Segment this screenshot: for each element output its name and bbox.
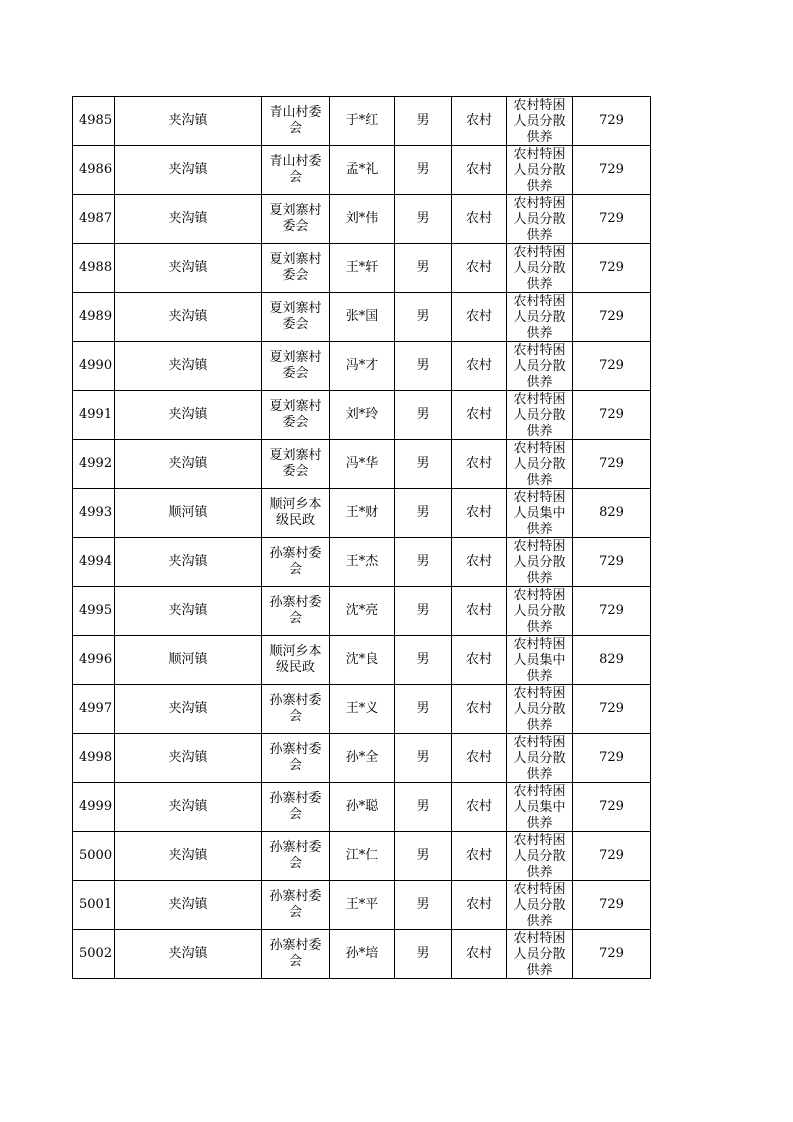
amount-cell: 729: [573, 146, 651, 195]
support-type-cell-text: 农村特困人员分散供养: [513, 440, 566, 488]
amount-cell: 729: [573, 881, 651, 930]
table-row: [73, 587, 651, 636]
village-cell: [262, 293, 330, 342]
record-id-cell: 4993: [73, 489, 115, 538]
village-cell: [262, 440, 330, 489]
gender-cell: 男: [395, 391, 452, 440]
table-row: [73, 636, 651, 685]
town-cell: 夹沟镇: [115, 293, 262, 342]
record-id-cell: 5002: [73, 930, 115, 979]
town-cell: 夹沟镇: [115, 783, 262, 832]
amount-cell: 729: [573, 244, 651, 293]
support-type-cell: [507, 244, 573, 293]
area-cell: 农村: [452, 930, 507, 979]
gender-cell: 男: [395, 832, 452, 881]
amount-cell: 729: [573, 440, 651, 489]
table-row: [73, 783, 651, 832]
village-cell-text: 孙寨村委会: [269, 693, 322, 724]
amount-cell: 729: [573, 391, 651, 440]
village-cell: [262, 342, 330, 391]
gender-cell: 男: [395, 783, 452, 832]
gender-cell: 男: [395, 538, 452, 587]
support-type-cell: [507, 881, 573, 930]
town-cell: 夹沟镇: [115, 930, 262, 979]
support-type-cell-text: 农村特困人员分散供养: [513, 293, 566, 341]
person-name-cell: 冯*才: [330, 342, 395, 391]
support-type-cell-text: 农村特困人员分散供养: [513, 881, 566, 929]
town-cell: 夹沟镇: [115, 440, 262, 489]
area-cell: 农村: [452, 881, 507, 930]
village-cell-text: 孙寨村委会: [269, 546, 322, 577]
support-type-cell: [507, 146, 573, 195]
amount-cell: 729: [573, 587, 651, 636]
gender-cell: 男: [395, 97, 452, 146]
amount-cell: 729: [573, 685, 651, 734]
area-cell: 农村: [452, 195, 507, 244]
person-name-cell: 张*国: [330, 293, 395, 342]
support-type-cell-text: 农村特困人员分散供养: [513, 587, 566, 635]
record-id-cell: 4990: [73, 342, 115, 391]
support-type-cell-text: 农村特困人员分散供养: [513, 195, 566, 243]
support-type-cell-text: 农村特困人员分散供养: [513, 685, 566, 733]
town-cell: 夹沟镇: [115, 881, 262, 930]
amount-cell: 829: [573, 489, 651, 538]
amount-cell: 729: [573, 783, 651, 832]
gender-cell: 男: [395, 734, 452, 783]
village-cell: [262, 244, 330, 293]
village-cell-text: 夏刘寨村委会: [269, 350, 322, 381]
person-name-cell: 沈*亮: [330, 587, 395, 636]
town-cell: 夹沟镇: [115, 538, 262, 587]
record-id-cell: 4986: [73, 146, 115, 195]
person-name-cell: 江*仁: [330, 832, 395, 881]
table-row: [73, 930, 651, 979]
town-cell: 夹沟镇: [115, 146, 262, 195]
support-type-cell: [507, 342, 573, 391]
record-id-cell: 4985: [73, 97, 115, 146]
gender-cell: 男: [395, 587, 452, 636]
town-cell: 夹沟镇: [115, 391, 262, 440]
record-id-cell: 4998: [73, 734, 115, 783]
area-cell: 农村: [452, 440, 507, 489]
record-id-cell: 4995: [73, 587, 115, 636]
gender-cell: 男: [395, 881, 452, 930]
village-cell: [262, 881, 330, 930]
gender-cell: 男: [395, 489, 452, 538]
table-row: [73, 293, 651, 342]
amount-cell: 829: [573, 636, 651, 685]
person-name-cell: 刘*玲: [330, 391, 395, 440]
village-cell-text: 夏刘寨村委会: [269, 203, 322, 234]
town-cell: 夹沟镇: [115, 587, 262, 636]
support-type-cell-text: 农村特困人员分散供养: [513, 146, 566, 194]
person-name-cell: 王*财: [330, 489, 395, 538]
table-body: [73, 97, 651, 979]
area-cell: 农村: [452, 538, 507, 587]
village-cell-text: 夏刘寨村委会: [269, 252, 322, 283]
village-cell: [262, 587, 330, 636]
village-cell-text: 孙寨村委会: [269, 595, 322, 626]
village-cell: [262, 636, 330, 685]
amount-cell: 729: [573, 930, 651, 979]
table-row: [73, 489, 651, 538]
table-row: [73, 391, 651, 440]
amount-cell: 729: [573, 97, 651, 146]
table-row: [73, 881, 651, 930]
village-cell-text: 孙寨村委会: [269, 938, 322, 969]
village-cell-text: 夏刘寨村委会: [269, 301, 322, 332]
area-cell: 农村: [452, 783, 507, 832]
support-type-cell-text: 农村特困人员分散供养: [513, 97, 566, 145]
record-id-cell: 5001: [73, 881, 115, 930]
support-type-cell: [507, 97, 573, 146]
area-cell: 农村: [452, 293, 507, 342]
support-type-cell-text: 农村特困人员集中供养: [513, 636, 566, 684]
village-cell: [262, 734, 330, 783]
village-cell: [262, 97, 330, 146]
support-type-cell: [507, 930, 573, 979]
village-cell: [262, 538, 330, 587]
person-name-cell: 王*杰: [330, 538, 395, 587]
person-name-cell: 于*红: [330, 97, 395, 146]
support-type-cell: [507, 538, 573, 587]
record-id-cell: 4991: [73, 391, 115, 440]
support-type-cell: [507, 489, 573, 538]
town-cell: 夹沟镇: [115, 97, 262, 146]
table-row: [73, 832, 651, 881]
table-row: [73, 244, 651, 293]
village-cell: [262, 146, 330, 195]
gender-cell: 男: [395, 342, 452, 391]
town-cell: 夹沟镇: [115, 342, 262, 391]
support-type-cell: [507, 734, 573, 783]
area-cell: 农村: [452, 391, 507, 440]
person-name-cell: 孙*聪: [330, 783, 395, 832]
support-type-cell-text: 农村特困人员分散供养: [513, 930, 566, 978]
support-type-cell: [507, 391, 573, 440]
amount-cell: 729: [573, 342, 651, 391]
support-type-cell-text: 农村特困人员集中供养: [513, 489, 566, 537]
record-id-cell: 4988: [73, 244, 115, 293]
village-cell: [262, 195, 330, 244]
person-name-cell: 沈*良: [330, 636, 395, 685]
person-name-cell: 王*平: [330, 881, 395, 930]
gender-cell: 男: [395, 930, 452, 979]
gender-cell: 男: [395, 636, 452, 685]
support-type-cell-text: 农村特困人员分散供养: [513, 832, 566, 880]
person-name-cell: 王*轩: [330, 244, 395, 293]
person-name-cell: 刘*伟: [330, 195, 395, 244]
village-cell-text: 孙寨村委会: [269, 840, 322, 871]
gender-cell: 男: [395, 195, 452, 244]
record-id-cell: 4987: [73, 195, 115, 244]
village-cell-text: 孙寨村委会: [269, 742, 322, 773]
village-cell: [262, 391, 330, 440]
town-cell: 夹沟镇: [115, 832, 262, 881]
area-cell: 农村: [452, 734, 507, 783]
person-name-cell: 王*义: [330, 685, 395, 734]
table-row: [73, 146, 651, 195]
table-row: [73, 440, 651, 489]
support-type-cell-text: 农村特困人员分散供养: [513, 734, 566, 782]
village-cell: [262, 685, 330, 734]
village-cell-text: 青山村委会: [269, 154, 322, 185]
table-row: [73, 195, 651, 244]
support-type-cell: [507, 832, 573, 881]
village-cell-text: 孙寨村委会: [269, 889, 322, 920]
area-cell: 农村: [452, 146, 507, 195]
support-type-cell: [507, 293, 573, 342]
support-type-cell: [507, 783, 573, 832]
area-cell: 农村: [452, 636, 507, 685]
gender-cell: 男: [395, 146, 452, 195]
gender-cell: 男: [395, 685, 452, 734]
support-type-cell: [507, 587, 573, 636]
village-cell: [262, 489, 330, 538]
amount-cell: 729: [573, 734, 651, 783]
table-row: [73, 538, 651, 587]
amount-cell: 729: [573, 538, 651, 587]
town-cell: 夹沟镇: [115, 195, 262, 244]
support-type-cell-text: 农村特困人员分散供养: [513, 538, 566, 586]
table-row: [73, 342, 651, 391]
area-cell: 农村: [452, 832, 507, 881]
village-cell-text: 夏刘寨村委会: [269, 399, 322, 430]
support-type-cell-text: 农村特困人员分散供养: [513, 244, 566, 292]
town-cell: 夹沟镇: [115, 244, 262, 293]
area-cell: 农村: [452, 587, 507, 636]
support-type-cell-text: 农村特困人员集中供养: [513, 783, 566, 831]
record-id-cell: 4996: [73, 636, 115, 685]
town-cell: 顺河镇: [115, 636, 262, 685]
area-cell: 农村: [452, 685, 507, 734]
support-type-cell: [507, 636, 573, 685]
records-table: [72, 96, 651, 979]
amount-cell: 729: [573, 832, 651, 881]
gender-cell: 男: [395, 440, 452, 489]
record-id-cell: 4997: [73, 685, 115, 734]
village-cell: [262, 783, 330, 832]
record-id-cell: 4994: [73, 538, 115, 587]
support-type-cell: [507, 195, 573, 244]
support-type-cell-text: 农村特困人员分散供养: [513, 342, 566, 390]
table-row: [73, 685, 651, 734]
town-cell: 夹沟镇: [115, 685, 262, 734]
support-type-cell-text: 农村特困人员分散供养: [513, 391, 566, 439]
village-cell: [262, 832, 330, 881]
support-type-cell: [507, 440, 573, 489]
village-cell-text: 顺河乡本级民政: [269, 497, 322, 528]
amount-cell: 729: [573, 293, 651, 342]
gender-cell: 男: [395, 293, 452, 342]
area-cell: 农村: [452, 342, 507, 391]
area-cell: 农村: [452, 244, 507, 293]
record-id-cell: 5000: [73, 832, 115, 881]
record-id-cell: 4999: [73, 783, 115, 832]
amount-cell: 729: [573, 195, 651, 244]
person-name-cell: 孙*培: [330, 930, 395, 979]
town-cell: 夹沟镇: [115, 734, 262, 783]
person-name-cell: 孟*礼: [330, 146, 395, 195]
village-cell-text: 夏刘寨村委会: [269, 448, 322, 479]
village-cell-text: 孙寨村委会: [269, 791, 322, 822]
town-cell: 顺河镇: [115, 489, 262, 538]
gender-cell: 男: [395, 244, 452, 293]
village-cell-text: 青山村委会: [269, 105, 322, 136]
person-name-cell: 孙*全: [330, 734, 395, 783]
area-cell: 农村: [452, 489, 507, 538]
support-type-cell: [507, 685, 573, 734]
table-row: [73, 734, 651, 783]
area-cell: 农村: [452, 97, 507, 146]
village-cell: [262, 930, 330, 979]
village-cell-text: 顺河乡本级民政: [269, 644, 322, 675]
record-id-cell: 4992: [73, 440, 115, 489]
record-id-cell: 4989: [73, 293, 115, 342]
table-row: [73, 97, 651, 146]
person-name-cell: 冯*华: [330, 440, 395, 489]
